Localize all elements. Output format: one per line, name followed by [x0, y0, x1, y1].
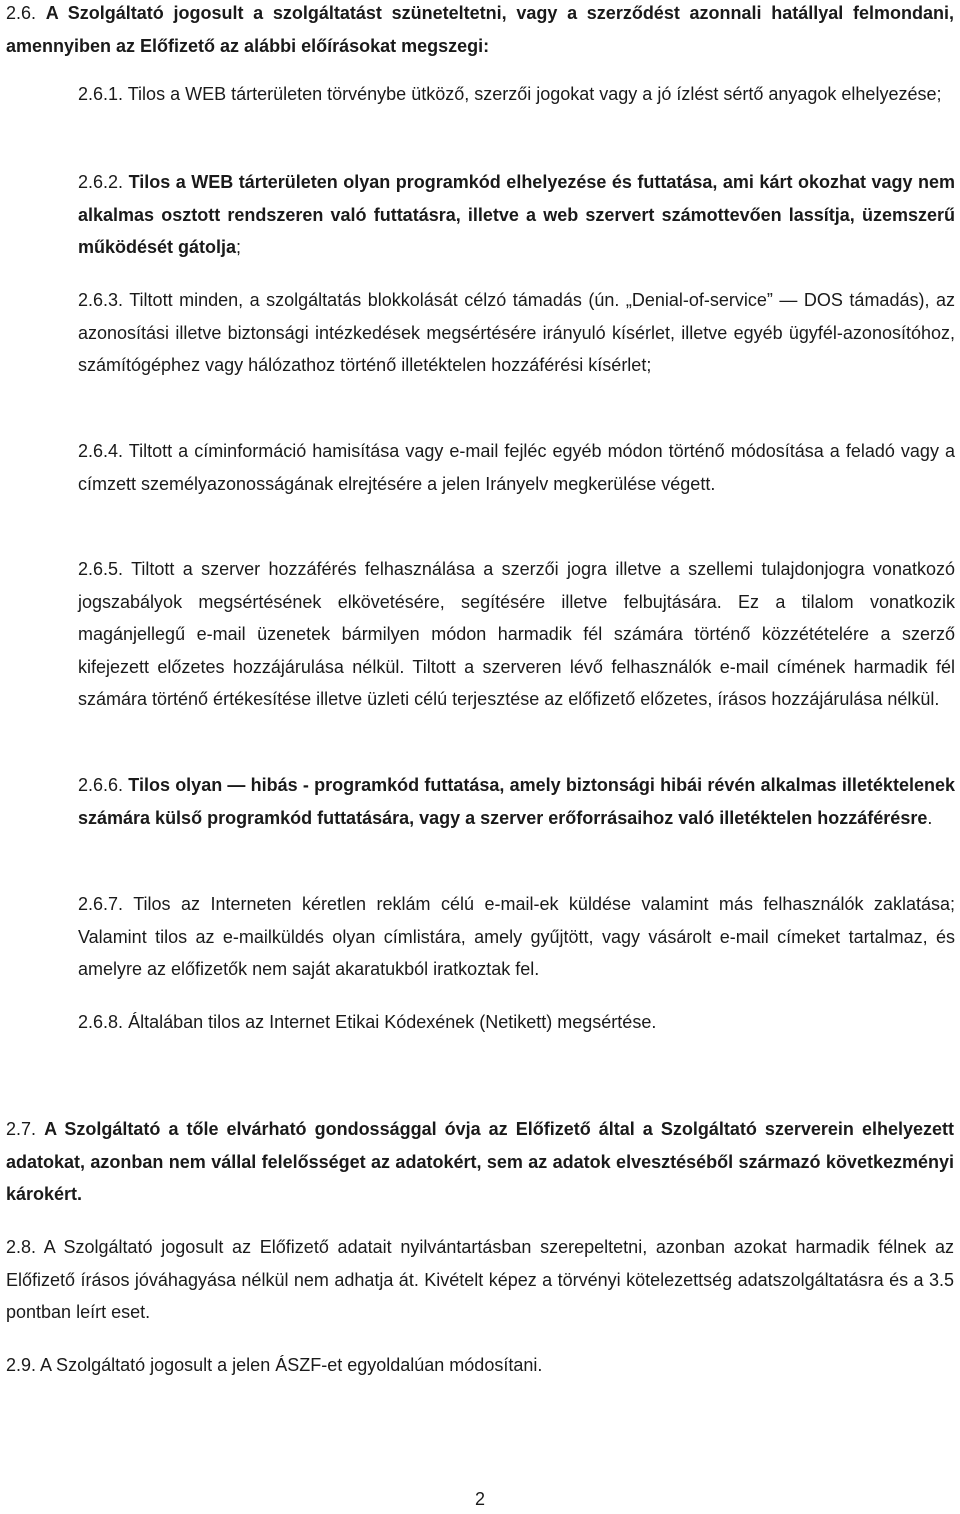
- section-number: 2.6.1.: [78, 84, 124, 104]
- section-number: 2.8.: [6, 1237, 37, 1257]
- section-text: Tiltott minden, a szolgáltatás blokkolását célzó támadás (ún. „Denial-of-service” — DOS támadás), az azonosítási illetve biztonsági intézkedések megsértésére irányuló kísérlet, illetve egyéb ügyfél-azonosítóhoz, számítógéphez vagy hálózathoz történő illetéktelen hozzáférési kísérlet;: [78, 290, 955, 375]
- section-text: Tilos az Interneten kéretlen reklám célú e-mail-ek küldése valamint más felhasználók zaklatása; Valamint tilos az e-mailküldés olyan címlistára, amely gyűjtött, vagy vásárolt e-mail címeket tartalmaz, és amelyre az előfizetők nem saját akaratukból iratkoztak fel.: [78, 894, 955, 979]
- section-bold-text: A Szolgáltató jogosult a szolgáltatást szüneteltetni, vagy a szerződést azonnali hatállyal felmondani, amennyiben az Előfizető az alábbi előírásokat megszegi:: [6, 3, 954, 56]
- section-bold-text: Tilos olyan — hibás - programkód futtatása, amely biztonsági hibái révén alkalmas illetéktelenek számára külső programkód futtatására, vagy a szerver erőforrásaihoz való illetéktelen hozzáférésre: [78, 775, 955, 828]
- section-text: .: [927, 807, 933, 828]
- section-2-6-4: [78, 435, 955, 500]
- section-bold-text: A Szolgáltató a tőle elvárható gondossággal óvja az Előfizető által a Szolgáltató szerverein elhelyezett adatokat, azonban nem vállal felelősséget az adatokért, sem az adatok elvesztéséből származó következményi károkért.: [6, 1119, 954, 1204]
- section-2-6-5: [78, 553, 955, 716]
- section-text: A Szolgáltató jogosult a jelen ÁSZF-et egyoldalúan módosítani.: [40, 1355, 543, 1375]
- section-2-6-2: [78, 166, 955, 264]
- section-number: 2.6.4.: [78, 441, 124, 461]
- section-2-6-8: [78, 1006, 955, 1039]
- section-text: A Szolgáltató jogosult az Előfizető adatait nyilvántartásban szerepeltetni, azonban azokat harmadik félnek az Előfizető írásos jóváhagyása nélkül nem adhatja át. Kivételt képez a törvényi kötelezettség adatszolgáltatásra és a 3.5 pontban leírt eset.: [6, 1237, 954, 1322]
- section-number: 2.6.2.: [78, 172, 124, 192]
- section-text: ;: [236, 237, 242, 257]
- section-number: 2.6.7.: [78, 894, 124, 914]
- section-2-6: [6, 0, 954, 62]
- section-bold-text: Tilos a WEB tárterületen olyan programkód elhelyezése és futtatása, ami kárt okozhat vagy nem alkalmas osztott rendszeren való futtatásra, illetve a web szervert számottevően lassítja, üzemszerű működését gátolja: [78, 172, 955, 257]
- section-number: 2.6.3.: [78, 290, 124, 310]
- section-2-8: [6, 1231, 954, 1329]
- section-2-7: [6, 1113, 954, 1211]
- section-2-6-3: [78, 284, 955, 382]
- section-number: 2.6.6.: [78, 775, 124, 795]
- section-text: Tiltott a szerver hozzáférés felhasználása a szerzői jogra illetve a szellemi tulajdonjogra vonatkozó jogszabályok megsértésének elkövetésére, segítésére illetve felbujtására. Ez a tilalom vonatkozik magánjellegű e-mail üzenetek bármilyen módon harmadik fél számára történő közzétételére a szerző kifejezett előzetes hozzájárulása nélkül. Tiltott a szerveren lévő felhasználók e-mail címének harmadik fél számára történő értékesítése illetve üzleti célú terjesztése az előfizető előzetes, írásos hozzájárulása nélkül.: [78, 559, 955, 709]
- section-text: Általában tilos az Internet Etikai Kódexének (Netikett) megsértése.: [128, 1012, 657, 1032]
- page-number: 2: [474, 1489, 485, 1509]
- section-number: 2.9.: [6, 1355, 37, 1375]
- section-2-6-7: [78, 888, 955, 986]
- section-2-9: [6, 1349, 954, 1382]
- section-number: 2.6.5.: [78, 559, 124, 579]
- section-text: Tiltott a címinformáció hamisítása vagy e-mail fejléc egyéb módon történő módosítása a feladó vagy a címzett személyazonosságának elrejtésére a jelen Irányelv megkerülése végett.: [78, 441, 955, 494]
- section-text: Tilos a WEB tárterületen törvénybe ütköző, szerzői jogokat vagy a jó ízlést sértő anyagok elhelyezése;: [127, 84, 942, 104]
- section-2-6-1: [78, 78, 955, 111]
- section-number: 2.6.: [6, 3, 37, 23]
- section-number: 2.7.: [6, 1119, 37, 1139]
- section-number: 2.6.8.: [78, 1012, 124, 1032]
- section-2-6-6: [78, 769, 955, 834]
